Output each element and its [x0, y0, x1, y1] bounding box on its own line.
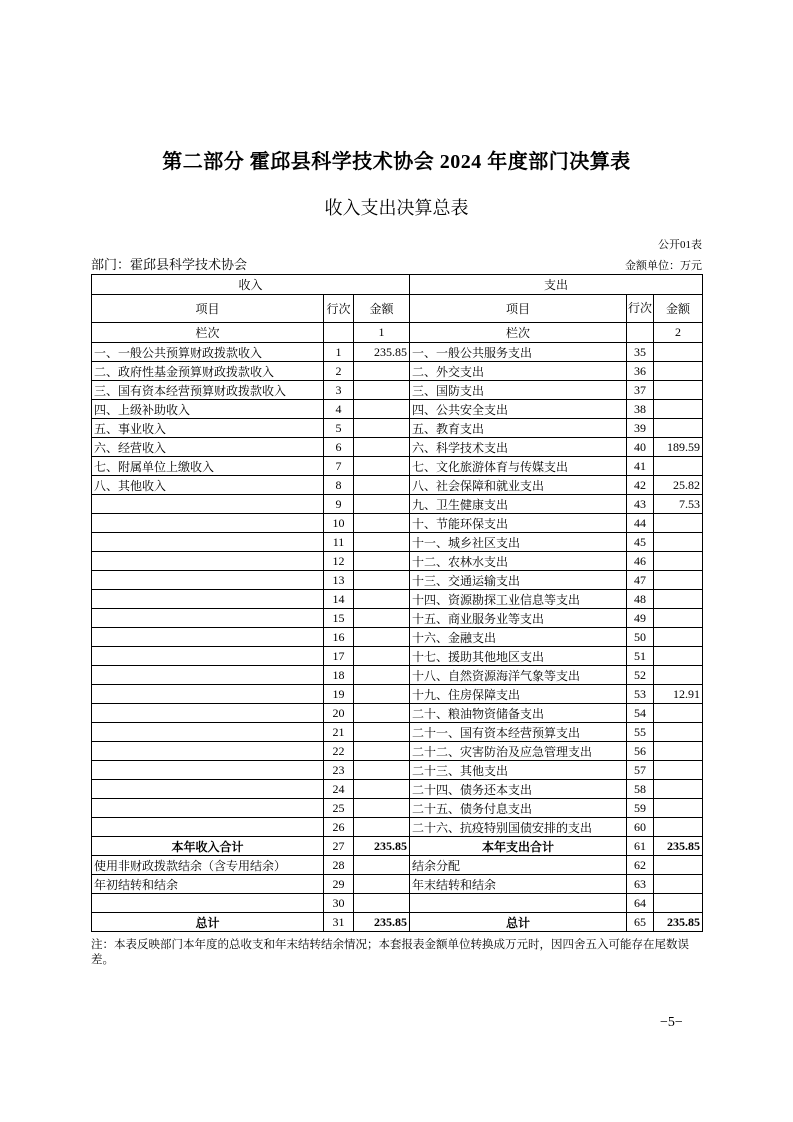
income-line-cell: 17: [324, 647, 354, 666]
expense-item-cell: [410, 894, 627, 913]
table-row: [92, 381, 703, 400]
expense-line-cell: 40: [627, 438, 654, 457]
expense-line-cell: 42: [627, 476, 654, 495]
income-amount-cell: [354, 685, 410, 704]
income-amount-cell: [354, 628, 410, 647]
page-subtitle: 收入支出决算总表: [324, 198, 469, 218]
page-title: 第二部分 霍邱县科学技术协会 2024 年度部门决算表: [162, 151, 631, 173]
expense-item-cell: 十四、资源勘探工业信息等支出: [410, 590, 627, 609]
income-line-cell: 16: [324, 628, 354, 647]
income-line-cell: 18: [324, 666, 354, 685]
income-item-cell: [92, 628, 324, 647]
income-amount-cell: 235.85: [354, 913, 410, 932]
income-line-cell: 10: [324, 514, 354, 533]
income-amount-cell: [354, 552, 410, 571]
expense-item-header: 项目: [410, 295, 627, 323]
income-item-cell: 六、经营收入: [92, 438, 324, 457]
table-body: [92, 343, 703, 932]
income-line-cell: 8: [324, 476, 354, 495]
expense-item-cell: 二十六、抗疫特别国债安排的支出: [410, 818, 627, 837]
income-amount-cell: 235.85: [354, 837, 410, 856]
income-line-cell: 25: [324, 799, 354, 818]
expense-amount-cell: 12.91: [654, 685, 703, 704]
income-item-cell: [92, 666, 324, 685]
expense-item-cell: 六、科学技术支出: [410, 438, 627, 457]
expense-amount-cell: 7.53: [654, 495, 703, 514]
income-item-cell: [92, 552, 324, 571]
expense-item-cell: 二、外交支出: [410, 362, 627, 381]
expense-item-cell: 二十二、灾害防治及应急管理支出: [410, 742, 627, 761]
expense-amount-cell: 235.85: [654, 837, 703, 856]
expense-amount-cell: [654, 780, 703, 799]
expense-item-cell: 结余分配: [410, 856, 627, 875]
income-amount-cell: [354, 362, 410, 381]
expense-line-cell: 65: [627, 913, 654, 932]
income-item-cell: 四、上级补助收入: [92, 400, 324, 419]
income-line-cell: 20: [324, 704, 354, 723]
expense-amount-cell: [654, 742, 703, 761]
income-line-cell: 30: [324, 894, 354, 913]
expense-line-cell: 36: [627, 362, 654, 381]
expense-amount-cell: [654, 894, 703, 913]
income-item-cell: 八、其他收入: [92, 476, 324, 495]
income-amount-cell: [354, 514, 410, 533]
income-amount-cell: [354, 818, 410, 837]
expense-amount-cell: [654, 419, 703, 438]
income-item-cell: 七、附属单位上缴收入: [92, 457, 324, 476]
expense-line-cell: 64: [627, 894, 654, 913]
income-item-cell: [92, 533, 324, 552]
income-item-header: 项目: [92, 295, 324, 323]
income-line-cell: 28: [324, 856, 354, 875]
table-row: [92, 837, 703, 856]
expense-line-cell: 53: [627, 685, 654, 704]
table-row: [92, 913, 703, 932]
income-amount-cell: 235.85: [354, 343, 410, 362]
expense-item-cell: 二十一、国有资本经营预算支出: [410, 723, 627, 742]
income-item-cell: 本年收入合计: [92, 837, 324, 856]
expense-line-cell: 63: [627, 875, 654, 894]
expense-amount-cell: 25.82: [654, 476, 703, 495]
income-line-header: 行次: [324, 295, 354, 323]
expense-item-cell: 十一、城乡社区支出: [410, 533, 627, 552]
expense-item-cell: 二十五、债务付息支出: [410, 799, 627, 818]
income-amount-header: 金额: [354, 295, 410, 323]
table-row: [92, 780, 703, 799]
budget-summary-table: [91, 274, 703, 932]
income-item-cell: [92, 609, 324, 628]
document-page: [91, 145, 702, 968]
expense-line-cell: 54: [627, 704, 654, 723]
table-row: [92, 647, 703, 666]
income-amount-cell: [354, 609, 410, 628]
table-row: [92, 723, 703, 742]
expense-line-cell: 45: [627, 533, 654, 552]
income-line-cell: 3: [324, 381, 354, 400]
expense-item-cell: 二十、粮油物资储备支出: [410, 704, 627, 723]
income-amount-cell: [354, 780, 410, 799]
income-amount-cell: [354, 419, 410, 438]
section-header-row: [92, 275, 703, 295]
income-item-cell: [92, 723, 324, 742]
income-amount-cell: [354, 457, 410, 476]
expense-line-cell: 44: [627, 514, 654, 533]
income-amount-cell: [354, 400, 410, 419]
expense-item-cell: 七、文化旅游体育与传媒支出: [410, 457, 627, 476]
table-row: [92, 438, 703, 457]
income-item-cell: [92, 514, 324, 533]
income-item-cell: [92, 799, 324, 818]
income-amount-cell: [354, 533, 410, 552]
expense-item-cell: 十七、援助其他地区支出: [410, 647, 627, 666]
income-item-cell: 总计: [92, 913, 324, 932]
income-amount-cell: [354, 381, 410, 400]
table-row: [92, 628, 703, 647]
expense-amount-cell: [654, 590, 703, 609]
income-line-cell: 5: [324, 419, 354, 438]
expense-line-cell: 48: [627, 590, 654, 609]
expense-item-cell: 十、节能环保支出: [410, 514, 627, 533]
expense-item-cell: 十六、金融支出: [410, 628, 627, 647]
expense-line-cell: 60: [627, 818, 654, 837]
expense-column-index: 2: [654, 323, 703, 343]
expense-line-cell: 38: [627, 400, 654, 419]
expense-line-cell: 41: [627, 457, 654, 476]
income-line-cell: 1: [324, 343, 354, 362]
table-row: [92, 856, 703, 875]
expense-amount-cell: [654, 457, 703, 476]
table-row: [92, 742, 703, 761]
income-line-cell: 11: [324, 533, 354, 552]
income-lanci-label: 栏次: [92, 323, 324, 343]
expense-amount-cell: [654, 761, 703, 780]
expense-line-cell: 37: [627, 381, 654, 400]
income-item-cell: [92, 685, 324, 704]
expense-item-cell: 十五、商业服务业等支出: [410, 609, 627, 628]
expense-line-cell: 57: [627, 761, 654, 780]
income-line-cell: 14: [324, 590, 354, 609]
income-line-cell: 22: [324, 742, 354, 761]
income-amount-cell: [354, 495, 410, 514]
expense-item-cell: 十九、住房保障支出: [410, 685, 627, 704]
income-item-cell: 一、一般公共预算财政拨款收入: [92, 343, 324, 362]
income-amount-cell: [354, 742, 410, 761]
expense-item-cell: 九、卫生健康支出: [410, 495, 627, 514]
table-row: [92, 457, 703, 476]
expense-item-cell: 二十三、其他支出: [410, 761, 627, 780]
meta-row: [91, 254, 702, 273]
expense-amount-cell: [654, 875, 703, 894]
income-line-cell: 2: [324, 362, 354, 381]
table-row: [92, 571, 703, 590]
expense-item-cell: 十八、自然资源海洋气象等支出: [410, 666, 627, 685]
table-row: [92, 799, 703, 818]
expense-amount-cell: [654, 723, 703, 742]
expense-line-cell: 62: [627, 856, 654, 875]
expense-amount-cell: [654, 609, 703, 628]
income-amount-cell: [354, 476, 410, 495]
expense-lanci-label: 栏次: [410, 323, 627, 343]
income-amount-cell: [354, 647, 410, 666]
amount-unit-label: 金额单位：万元: [625, 260, 702, 272]
expense-line-cell: 49: [627, 609, 654, 628]
table-row: [92, 400, 703, 419]
income-line-cell: 7: [324, 457, 354, 476]
expense-amount-cell: [654, 514, 703, 533]
expense-line-cell: 56: [627, 742, 654, 761]
income-item-cell: 年初结转和结余: [92, 875, 324, 894]
income-line-cell: 29: [324, 875, 354, 894]
income-line-cell: 31: [324, 913, 354, 932]
income-amount-cell: [354, 704, 410, 723]
expense-amount-cell: [654, 362, 703, 381]
expense-amount-cell: [654, 571, 703, 590]
expense-item-cell: 总计: [410, 913, 627, 932]
expense-amount-cell: 189.59: [654, 438, 703, 457]
expense-line-cell: 35: [627, 343, 654, 362]
expense-line-cell: 55: [627, 723, 654, 742]
expense-item-cell: 三、国防支出: [410, 381, 627, 400]
income-item-cell: 三、国有资本经营预算财政拨款收入: [92, 381, 324, 400]
expense-amount-cell: [654, 647, 703, 666]
expense-line-cell: 46: [627, 552, 654, 571]
expense-section-header: 支出: [410, 275, 703, 295]
empty-cell: [324, 323, 354, 343]
expense-item-cell: 五、教育支出: [410, 419, 627, 438]
expense-amount-cell: [654, 856, 703, 875]
table-row: [92, 495, 703, 514]
expense-amount-cell: [654, 704, 703, 723]
expense-item-cell: 一、一般公共服务支出: [410, 343, 627, 362]
income-item-cell: [92, 647, 324, 666]
table-row: [92, 685, 703, 704]
income-amount-cell: [354, 438, 410, 457]
expense-item-cell: 年末结转和结余: [410, 875, 627, 894]
income-item-cell: [92, 495, 324, 514]
income-amount-cell: [354, 894, 410, 913]
income-line-cell: 23: [324, 761, 354, 780]
expense-amount-cell: [654, 799, 703, 818]
expense-line-cell: 47: [627, 571, 654, 590]
income-section-header: 收入: [92, 275, 410, 295]
expense-amount-cell: 235.85: [654, 913, 703, 932]
income-amount-cell: [354, 590, 410, 609]
expense-item-cell: 本年支出合计: [410, 837, 627, 856]
income-line-cell: 13: [324, 571, 354, 590]
table-row: [92, 476, 703, 495]
expense-line-cell: 50: [627, 628, 654, 647]
table-row: [92, 894, 703, 913]
income-item-cell: [92, 894, 324, 913]
income-item-cell: 五、事业收入: [92, 419, 324, 438]
income-item-cell: [92, 571, 324, 590]
expense-item-cell: 十三、交通运输支出: [410, 571, 627, 590]
column-index-row: [92, 323, 703, 343]
expense-item-cell: 二十四、债务还本支出: [410, 780, 627, 799]
income-amount-cell: [354, 571, 410, 590]
income-amount-cell: [354, 723, 410, 742]
table-row: [92, 704, 703, 723]
income-line-cell: 15: [324, 609, 354, 628]
table-row: [92, 590, 703, 609]
income-line-cell: 27: [324, 837, 354, 856]
expense-line-cell: 61: [627, 837, 654, 856]
income-column-index: 1: [354, 323, 410, 343]
expense-amount-cell: [654, 533, 703, 552]
expense-line-cell: 58: [627, 780, 654, 799]
income-amount-cell: [354, 799, 410, 818]
expense-amount-cell: [654, 628, 703, 647]
expense-line-cell: 52: [627, 666, 654, 685]
expense-item-cell: 四、公共安全支出: [410, 400, 627, 419]
form-code-label: 公开01表: [658, 239, 702, 251]
income-amount-cell: [354, 666, 410, 685]
table-row: [92, 761, 703, 780]
income-line-cell: 21: [324, 723, 354, 742]
table-row: [92, 875, 703, 894]
table-row: [92, 419, 703, 438]
income-line-cell: 12: [324, 552, 354, 571]
income-item-cell: 二、政府性基金预算财政拨款收入: [92, 362, 324, 381]
department-label: 部门：霍邱县科学技术协会: [91, 257, 248, 272]
expense-amount-cell: [654, 552, 703, 571]
income-item-cell: [92, 742, 324, 761]
table-row: [92, 609, 703, 628]
table-row: [92, 552, 703, 571]
table-row: [92, 818, 703, 837]
expense-line-header: 行次: [627, 295, 654, 323]
expense-amount-cell: [654, 818, 703, 837]
table-row: [92, 362, 703, 381]
expense-amount-header: 金额: [654, 295, 703, 323]
income-item-cell: 使用非财政拨款结余（含专用结余）: [92, 856, 324, 875]
expense-amount-cell: [654, 381, 703, 400]
expense-line-cell: 39: [627, 419, 654, 438]
income-amount-cell: [354, 875, 410, 894]
income-item-cell: [92, 704, 324, 723]
page-number: −5−: [660, 1015, 683, 1030]
expense-amount-cell: [654, 666, 703, 685]
income-line-cell: 24: [324, 780, 354, 799]
expense-item-cell: 八、社会保障和就业支出: [410, 476, 627, 495]
income-item-cell: [92, 761, 324, 780]
column-header-row: [92, 295, 703, 323]
income-line-cell: 19: [324, 685, 354, 704]
income-line-cell: 26: [324, 818, 354, 837]
income-line-cell: 4: [324, 400, 354, 419]
income-item-cell: [92, 590, 324, 609]
expense-amount-cell: [654, 400, 703, 419]
empty-cell: [627, 323, 654, 343]
expense-line-cell: 43: [627, 495, 654, 514]
income-amount-cell: [354, 761, 410, 780]
table-row: [92, 514, 703, 533]
income-item-cell: [92, 818, 324, 837]
income-amount-cell: [354, 856, 410, 875]
income-item-cell: [92, 780, 324, 799]
income-line-cell: 6: [324, 438, 354, 457]
income-line-cell: 9: [324, 495, 354, 514]
expense-line-cell: 51: [627, 647, 654, 666]
table-row: [92, 343, 703, 362]
footnote: 注：本表反映部门本年度的总收支和年末结转结余情况；本套报表金额单位转换成万元时，因四舍五入可能存在尾数误差。: [91, 939, 689, 966]
expense-item-cell: 十二、农林水支出: [410, 552, 627, 571]
table-row: [92, 666, 703, 685]
expense-line-cell: 59: [627, 799, 654, 818]
expense-amount-cell: [654, 343, 703, 362]
table-row: [92, 533, 703, 552]
